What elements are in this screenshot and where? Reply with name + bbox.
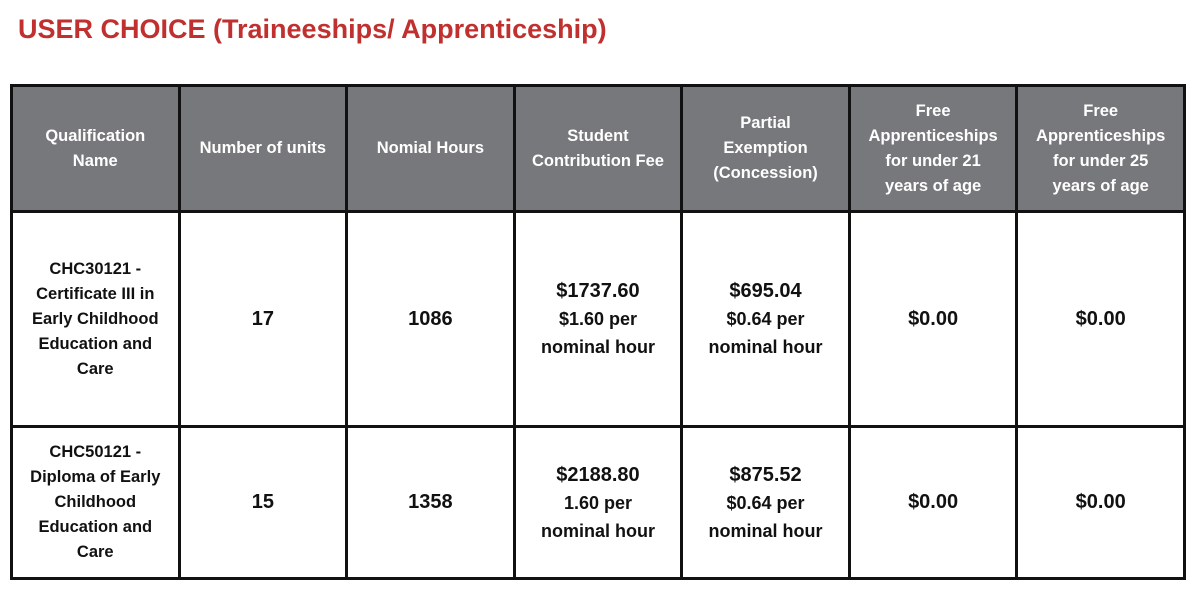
free-under-21-cell: $0.00 [849,212,1017,427]
qualification-line: CHC30121 - [49,259,142,278]
concession-fee-rate-unit: nominal hour [708,337,823,357]
header-line: Student [567,126,629,145]
fee-table [10,84,1186,580]
student-fee-amount: $1737.60 [556,280,640,302]
qualification-line: Care [76,359,114,378]
student-fee-cell [514,212,682,427]
header-line: Contribution Fee [531,151,664,170]
header-qualification-name [12,86,180,212]
header-line: for under 25 [1053,151,1149,170]
qualification-line: Childhood [54,493,137,511]
header-line: Exemption [723,139,808,157]
hours-cell: 1086 [347,212,515,427]
concession-fee-amount: $875.52 [729,463,802,486]
header-partial-exemption [682,86,850,212]
header-line: years of age [884,176,982,195]
qualification-line: Certificate III in [36,284,155,303]
header-line: Apprenticeships [868,126,998,145]
header-free-under-21 [849,86,1017,212]
header-line: Name [72,151,118,170]
student-fee-rate: 1.60 per [563,492,632,513]
header-line: Qualification [45,126,146,145]
concession-fee-amount: $695.04 [729,280,802,302]
table-row [12,212,1185,427]
free-under-21-cell: $0.00 [849,427,1017,579]
header-nominal-hours [347,86,515,212]
student-fee-cell [514,427,682,579]
qualification-line: Education and [38,518,153,536]
header-number-of-units [179,86,347,212]
student-fee-rate-unit: nominal hour [540,337,655,357]
hours-cell: 1358 [347,427,515,579]
concession-fee-rate: $0.64 per [726,309,805,329]
header-line: years of age [1052,176,1149,195]
header-line: for under 21 [885,151,981,170]
concession-fee-cell [682,427,850,579]
concession-fee-rate-unit: nominal hour [708,520,823,541]
free-under-25-cell: $0.00 [1017,427,1185,579]
header-line: Free [915,101,951,120]
header-line: Apprenticeships [1036,126,1166,145]
table-row [12,427,1185,579]
qualification-line: Education and [38,334,153,353]
header-line: Partial [740,114,791,132]
page-title: USER CHOICE (Traineeships/ Apprenticeship) [18,14,607,44]
qualification-line: Care [76,543,114,561]
qualification-line: Early Childhood [32,309,159,328]
qualification-line: Diploma of Early [30,468,161,486]
student-fee-amount: $2188.80 [556,463,640,486]
header-free-under-25 [1017,86,1185,212]
header-line: Free [1083,101,1119,120]
header-line: Nomial Hours [376,139,485,157]
units-cell: 15 [179,427,347,579]
units-cell: 17 [179,212,347,427]
header-line: (Concession) [713,164,818,182]
student-fee-rate-unit: nominal hour [540,520,655,541]
table-header-row [12,86,1185,212]
qualification-line: CHC50121 - [49,443,142,461]
student-fee-rate: $1.60 per [558,309,637,329]
free-under-25-cell: $0.00 [1017,212,1185,427]
concession-fee-cell [682,212,850,427]
concession-fee-rate: $0.64 per [726,492,805,513]
header-student-contribution-fee [514,86,682,212]
qualification-name-cell [12,427,180,579]
qualification-name-cell [12,212,180,427]
header-line: Number of units [199,139,327,157]
